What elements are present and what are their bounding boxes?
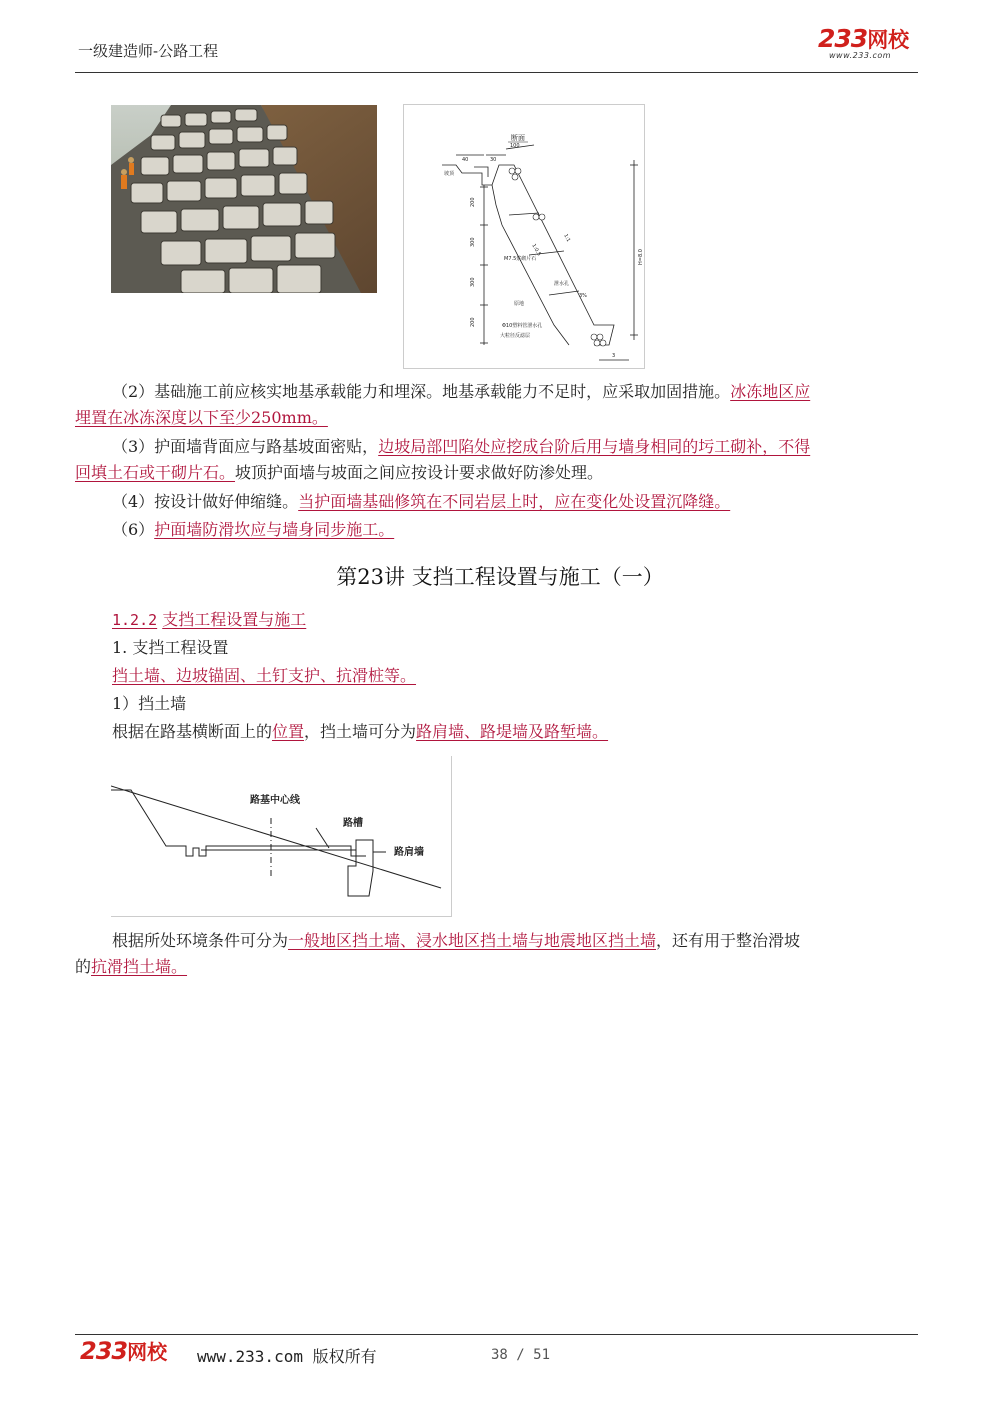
drawing-dim-left1: 200: [470, 197, 476, 207]
footer-copyright: www.233.com 版权所有: [197, 1347, 377, 1366]
logo-text: 网校: [867, 28, 910, 52]
drawing-masonry-label: M7.5浆砌片石: [504, 256, 537, 262]
p6-text: （6）: [112, 520, 155, 539]
drawing-dim-mid: 100: [510, 143, 520, 149]
env-mid: ，还有用于整治滑坡: [656, 931, 801, 950]
lecture-title: 第23讲 支挡工程设置与施工（一）: [336, 565, 664, 589]
label-shoulder-wall: 路肩墙: [394, 847, 424, 858]
position-paragraph: [112, 719, 608, 745]
section-title: 支挡工程设置与施工: [162, 610, 307, 629]
paragraph-4: [112, 489, 932, 515]
p4-text: （4）按设计做好伸缩缝。: [112, 492, 299, 511]
header-logo: [818, 24, 909, 54]
masonry-wall-photo: [111, 105, 377, 293]
subsection-1: 1. 支挡工程设置: [112, 638, 229, 657]
drawing-dim-left2: 300: [470, 237, 476, 247]
footer-logo-number: 233: [80, 1337, 128, 1365]
drawing-filter-label: 大粒径反滤层: [500, 333, 531, 339]
environment-paragraph: [75, 928, 935, 980]
retaining-types-text: 挡土墙、边坡锚固、土钉支护、抗滑桩等。: [112, 666, 417, 685]
label-road-trench: 路槽: [343, 818, 363, 829]
label-road-centerline: 路基中心线: [250, 795, 300, 806]
drawing-ground-label: 原地: [514, 301, 525, 307]
road-cross-section-drawing: [111, 756, 452, 917]
p3-suffix: 坡顶护面墙与坡面之间应按设计要求做好防渗处理。: [235, 463, 604, 482]
header-divider: [75, 72, 918, 73]
position-emphasis: 位置: [272, 722, 305, 741]
slope-protection-drawing: [403, 104, 645, 369]
env-line2-prefix: 的: [75, 957, 92, 976]
env-prefix: 根据所处环境条件可分为: [112, 931, 289, 950]
position-mid: ，挡土墙可分为: [304, 722, 417, 741]
drawing-dim-left4: 200: [470, 317, 476, 327]
p4-emphasis: 当护面墙基础修筑在不同岩层上时，应在变化处设置沉降缝。: [298, 492, 731, 511]
wall-types-emphasis: 路肩墙、路堤墙及路堑墙。: [416, 722, 609, 741]
drawing-ratio2: 1:1: [562, 233, 572, 244]
drawing-slope-label: 坡顶: [444, 171, 455, 177]
drawing-right-dim: H=8.0: [638, 249, 644, 265]
drawing-pipe-label: Φ10塑料管泄水孔: [502, 323, 543, 329]
section-heading: [112, 607, 306, 633]
section-number: 1.2.2: [112, 611, 158, 629]
drawing-ratio1: 1:0.5: [530, 243, 542, 258]
footer-logo: [80, 1336, 167, 1365]
logo-url: www.233.com: [829, 51, 892, 60]
drawing-dim-top1: 40: [462, 157, 469, 163]
p2-emphasis-1: 冰冻地区应: [730, 382, 811, 401]
subsection-retaining-wall: 1）挡土墙: [112, 694, 187, 713]
header-title: 一级建造师-公路工程: [78, 42, 219, 60]
env-emphasis-1: 一般地区挡土墙、浸水地区挡土墙与地震地区挡土墙: [288, 931, 657, 950]
page-number: 38 / 51: [491, 1347, 551, 1363]
paragraph-6: [112, 517, 932, 543]
drawing-drain-label: 泄水孔: [554, 281, 570, 287]
p3-emphasis-2: 回填土石或干砌片石。: [75, 463, 236, 482]
retaining-types: [112, 663, 416, 689]
drawing-title: 断面: [511, 134, 525, 142]
p3-emphasis-1: 边坡局部凹陷处应挖成台阶后用与墙身相同的圬工砌补，不得: [378, 437, 811, 456]
footer-logo-text: 网校: [127, 1340, 168, 1364]
paragraph-2: [75, 379, 935, 431]
p2-emphasis-2: 埋置在冰冻深度以下至少250mm。: [75, 408, 328, 427]
p6-emphasis: 护面墙防滑坎应与墙身同步施工。: [154, 520, 395, 539]
drawing-bottom-dim: 3: [612, 353, 616, 359]
logo-number: 233: [818, 24, 868, 53]
env-emphasis-2: 抗滑挡土墙。: [91, 957, 188, 976]
drawing-dim-left3: 300: [470, 277, 476, 287]
drawing-dim-top2: 30: [490, 157, 497, 163]
p2-text: （2）基础施工前应核实地基承载能力和埋深。地基承载能力不足时，应采取加固措施。: [112, 382, 731, 401]
p3-text: （3）护面墙背面应与路基坡面密贴，: [112, 437, 379, 456]
position-prefix: 根据在路基横断面上的: [112, 722, 273, 741]
footer-divider: [75, 1334, 918, 1335]
paragraph-3: [75, 434, 935, 486]
drawing-ratio3: 3%: [579, 293, 587, 299]
